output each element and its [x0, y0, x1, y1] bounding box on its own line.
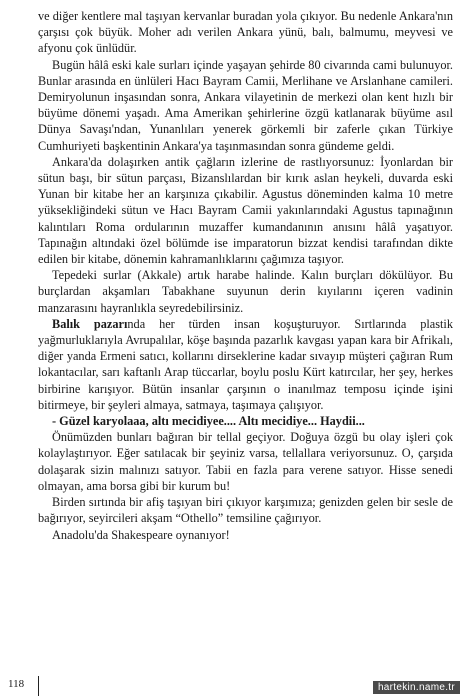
fish-market-text: nda her türden insan koşuşturuyor. Sırtlarında plastik yağmurluklarıyla Avrupalılar, köşe başında pazarlık kavgası yapan kara bir Afrikalı, diğer yanda Ermeni satıcı, kollarını dirseklerine kadar sıvayıp müşteri çağıran Rum lokantacılar, sarı kaftanlı Arap tüccarlar, boylu poslu Kürt katırcılar, her şey, herkes birbirine karışıyor. Bütün insanlar çarşının o inanılmaz temposu içinde işini bitirmeye, bir şeyleri almaya, satmaya, taşımaya çalışıyor. [38, 316, 453, 412]
paragraph-town-crier: Önümüzden bunları bağıran bir tellal geçiyor. Doğuya özgü bu olay işleri çok kolaylaştırıyor. Eğer satılacak bir şeyiniz varsa, tellallara veriyorsunuz. O, çarşıda dolaşarak sizin malınızı satıyor. Tabii en fazla para verene satıyor. Hisse senedi olmayan, ama borsa gibi bir kurum bu! [38, 430, 453, 493]
paragraph-announcement: - Güzel karyolaaa, altı mecidiyee.... Altı mecidiye... Haydii... [52, 414, 365, 429]
paragraph-shakespeare: Anadolu'da Shakespeare oynanıyor! [52, 527, 230, 542]
paragraph-mosques: Bugün hâlâ eski kale surları içinde yaşayan şehirde 80 civarında cami bulunuyor. Bunlar arasında en ünlüleri Hacı Bayram Camii, Merlihane ve Arslanhane camileri. Demiryolunun inşasından sonra, Ankara vilayetinin de merkezi olan kent hızlı bir büyüme dönemi yaşadı. Ama Amerikan şehirlerine özgü katlanarak büyüme asıl Dünya Savaşı'ndan, Yunanlıları yenerek görkemli bir zaferle çıkan Türkiye Cumhuriyeti başkentinin Ankara'ya taşınmasından sonra gündeme geldi. [38, 57, 453, 153]
page-body [38, 8, 453, 543]
watermark: hartekin.name.tr [373, 681, 460, 694]
paragraph-walls: Tepedeki surlar (Akkale) artık harabe halinde. Kalın burçları dökülüyor. Bu burçlardan akşamları Tabakhane suyunun derin kıyılarını içeren vadinin manzarasını hayranlıkla seyredebilirsiniz. [38, 268, 453, 315]
paragraph-othello: Birden sırtında bir afiş taşıyan biri çıkıyor karşımıza; genizden gelen bir sesle de bağırıyor, seyircileri akşam “Othello” temsiline çağırıyor. [38, 495, 453, 526]
fish-market-lead: Balık pazarı [52, 316, 128, 331]
footer-rule [38, 676, 39, 696]
paragraph-caravans: ve diğer kentlere mal taşıyan kervanlar buradan yola çıkıyor. Bu nedenle Ankara'nın çarşısı çok büyük. Moher adı verilen Ankara yünü, balı, balmumu, meyvesi ve afyonu çok ünlüdür. [38, 9, 453, 56]
page-number: 118 [8, 678, 25, 690]
paragraph-fish-market [38, 316, 453, 413]
paragraph-antiquities: Ankara'da dolaşırken antik çağların izlerine de rastlıyorsunuz: İyonlardan bir sütun başı, bir sütun parçası, Bizanslılardan bir kırık aslan heykeli, duvarda eski Yunan bir kitabe her an karşınıza çıkabilir. Agustus döneminden kalma 10 metre yüksekliğindeki sütun ve Hacı Bayram Camii yakınlarındaki Agustus tapınağının kalıntıları Roma ordularının muzaffer kumandanının anısını hâlâ yaşatıyor. Tapınağın altındaki özel bölümde ise imparatorun bizzat kendisi tarafından dikte edilen bir kitabe, dönemin kahramanlıklarını çağımıza taşıyor. [38, 154, 453, 267]
